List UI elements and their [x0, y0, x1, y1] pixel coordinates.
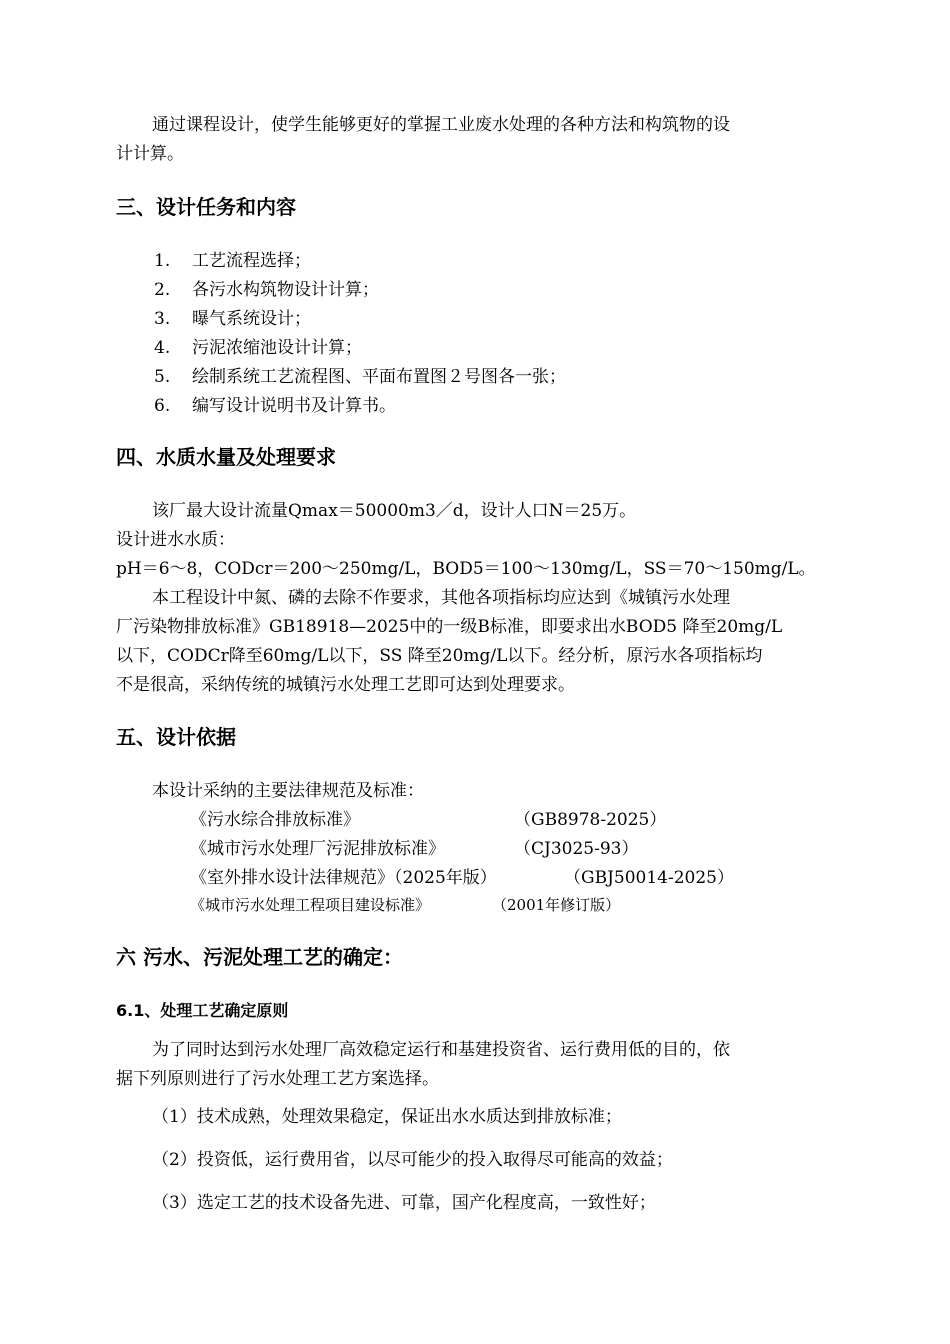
section-5-heading: 五、设计依据: [116, 725, 236, 749]
intro-line-1: 通过课程设计，使学生能够更好的掌握工业废水处理的各种方法和构筑物的设: [152, 115, 730, 135]
list-item: [154, 337, 362, 359]
list-item-text: 工艺流程选择；: [192, 251, 311, 271]
list-item: [154, 308, 311, 330]
standard-name: 《污水综合排放标准》: [190, 810, 360, 830]
subsection-6-1-heading: 6.1、处理工艺确定原则: [116, 1001, 289, 1020]
principles-intro-line-2: 据下列原则进行了污水处理工艺方案选择。: [116, 1069, 439, 1089]
list-item-text: 曝气系统设计；: [192, 309, 311, 329]
standard-row: [190, 809, 710, 831]
list-item-number: 6.: [154, 396, 171, 416]
standard-code: （GB8978-2025）: [514, 810, 667, 830]
standard-name: 《城市污水处理厂污泥排放标准》: [190, 839, 445, 859]
principle-item: （2）投资低，运行费用省，以尽可能少的投入取得尽可能高的效益；: [152, 1150, 673, 1170]
list-item-number: 5.: [154, 367, 171, 387]
section-4-heading: 四、水质水量及处理要求: [116, 445, 336, 469]
list-item-text: 编写设计说明书及计算书。: [192, 396, 396, 416]
list-item: [154, 279, 379, 301]
list-item: [154, 395, 396, 417]
section-3-heading: 三、设计任务和内容: [116, 195, 296, 219]
standard-code: （2001年修订版）: [492, 896, 621, 914]
principles-intro-line-1: 为了同时达到污水处理厂高效稳定运行和基建投资省、运行费用低的目的，依: [152, 1040, 730, 1060]
principle-item: （1）技术成熟，处理效果稳定，保证出水水质达到排放标准；: [152, 1107, 622, 1127]
standard-row: [190, 894, 710, 916]
principle-item: （3）选定工艺的技术设备先进、可靠，国产化程度高，一致性好；: [152, 1193, 656, 1213]
list-item-number: 1.: [154, 251, 171, 271]
influent-label: 设计进水水质：: [116, 530, 235, 550]
standard-name: 《城市污水处理工程项目建设标准》: [190, 896, 431, 914]
list-item-text: 污泥浓缩池设计计算；: [192, 338, 362, 358]
standard-row: [190, 867, 734, 889]
list-item-text: 各污水构筑物设计计算；: [192, 280, 379, 300]
standard-name: 《室外排水设计法律规范》（2025年版）: [190, 868, 497, 888]
requirement-line-1: 本工程设计中氮、磷的去除不作要求，其他各项指标均应达到《城镇污水处理: [152, 588, 730, 608]
influent-values: pH＝6～8，CODcr＝200～250mg/L，BOD5＝100～130mg/L，SS＝70～150mg/L。: [116, 559, 816, 579]
list-item: [154, 366, 566, 388]
requirement-line-3: 以下，CODCr降至60mg/L以下，SS 降至20mg/L以下。经分析，原污水各项指标均: [116, 646, 763, 666]
list-item: [154, 250, 311, 272]
list-item-number: 4.: [154, 338, 171, 358]
requirement-line-2: 厂污染物排放标准》GB18918—2025中的一级B标准，即要求出水BOD5 降至20mg/L: [116, 617, 783, 637]
standard-code: （GBJ50014-2025）: [564, 868, 734, 888]
standards-intro: 本设计采纳的主要法律规范及标准：: [152, 781, 424, 801]
design-flow-text: 该厂最大设计流量Qmax＝50000m3／d，设计人口N＝25万。: [152, 501, 637, 521]
list-item-text: 绘制系统工艺流程图、平面布置图２号图各一张；: [192, 367, 566, 387]
list-item-number: 3.: [154, 309, 171, 329]
list-item-number: 2.: [154, 280, 171, 300]
intro-line-2: 计计算。: [116, 144, 184, 164]
standard-code: （CJ3025-93）: [514, 839, 639, 859]
section-6-heading: 六 污水、污泥处理工艺的确定：: [116, 945, 403, 969]
standard-row: [190, 838, 710, 860]
requirement-line-4: 不是很高，采纳传统的城镇污水处理工艺即可达到处理要求。: [116, 675, 575, 695]
